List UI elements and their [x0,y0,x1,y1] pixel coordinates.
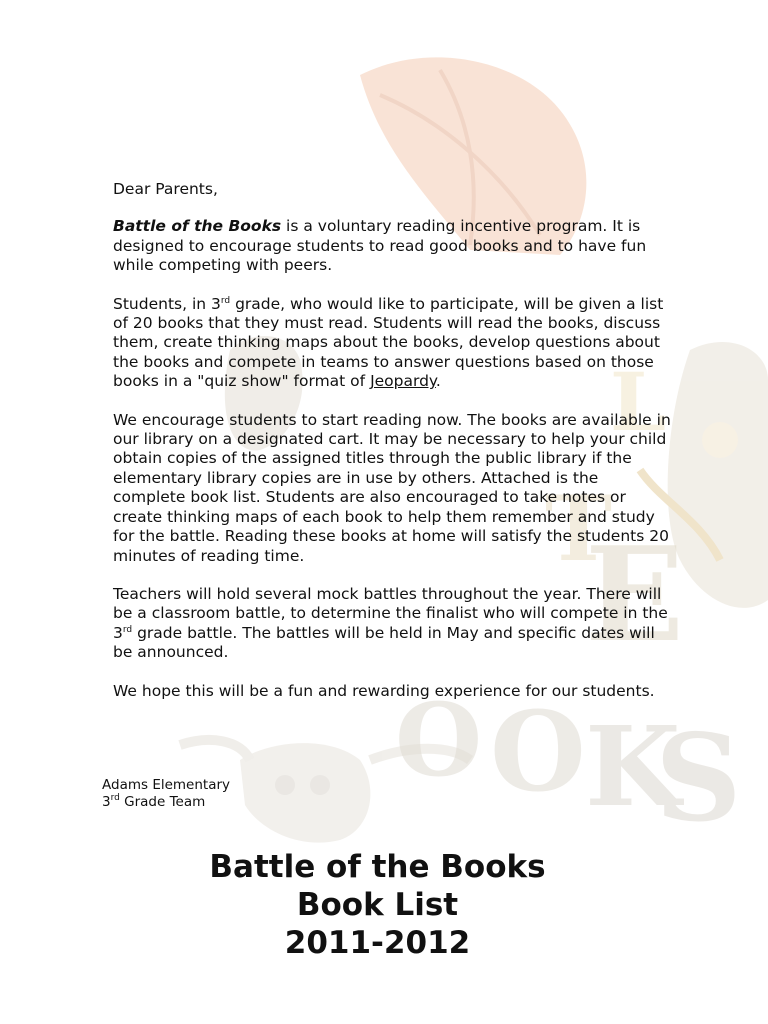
paragraph-1 [113,217,673,275]
team-grade: 3 [102,794,111,810]
letter-body [113,180,673,720]
greeting: Dear Parents, [113,180,218,198]
svg-text:O: O [395,681,483,799]
team-label: Grade Team [119,794,206,810]
paragraph-4-end: grade battle. The battles will be held in May and specific dates will be announced. [113,623,655,662]
svg-text:L: L [610,355,667,449]
paragraph-2 [113,295,673,392]
paragraph-4 [113,585,673,663]
svg-text:E: E [585,518,685,671]
paragraph-2-end: . [435,372,441,391]
paragraph-1-text: is a voluntary reading incentive program. It is designed to encourage students to read good books and to have fun while competing with peers. [113,217,647,275]
svg-text:T: T [545,476,612,582]
book-list-heading [0,848,755,962]
svg-text:K: K [585,702,681,831]
school-name: Adams Elementary [102,777,231,793]
svg-text:O: O [490,687,586,816]
jeopardy-text: Jeopardy [370,372,436,391]
heading-title: Battle of the Books [209,849,546,885]
paragraph-5: We hope this will be a fun and rewarding experience for our students. [113,681,655,700]
paragraph-4-start: Teachers will hold several mock battles throughout the year. There will be a classroom battle, to determine the finalist who will compete in the 3 [113,584,668,642]
signature-block [102,777,230,811]
heading-year: 2011-2012 [284,925,471,961]
ordinal-suffix: rd [122,624,133,635]
program-name: Battle of the Books [113,217,282,236]
ordinal-suffix: rd [110,793,120,803]
paragraph-2-middle: grade, who would like to participate, will be given a list of 20 books that they must read. Students will read the books, discuss them, create thinking maps about the books, develop questions about the books and compete in teams to answer questions based on those books in a "quiz show" format of [113,294,664,391]
ordinal-suffix: rd [220,295,231,306]
paragraph-2-start: Students, in 3 [113,294,221,313]
team-name [102,794,230,811]
paragraph-3: We encourage students to start reading now. The books are available in our library on a designated cart. It may be necessary to help your child obtain copies of the assigned titles through the public library if the elementary library copies are in use by others. Attached is the complete book list. Students are also encouraged to take notes or create thinking maps of each book to help them remember and study for the battle. Reading these books at home will satisfy the students 20 minutes of reading time. [113,410,671,565]
heading-subtitle: Book List [296,887,459,923]
svg-text:S: S [655,708,742,849]
